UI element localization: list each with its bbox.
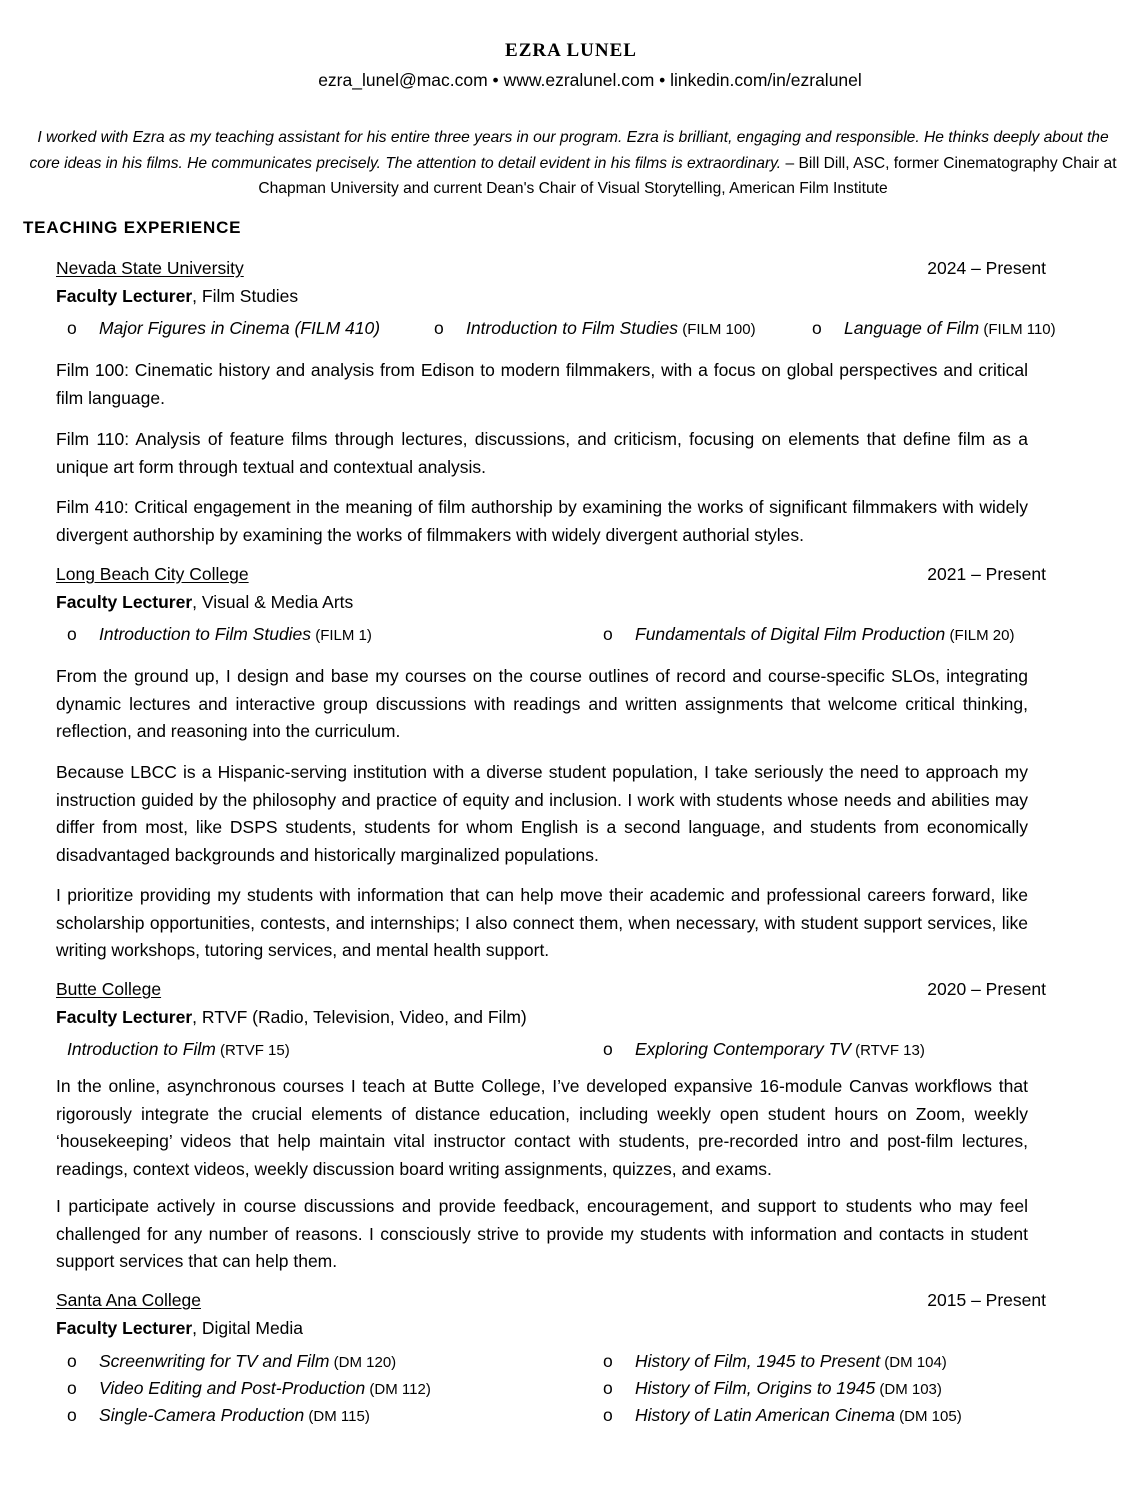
role-line: [56, 286, 298, 307]
course-item: [603, 1351, 947, 1372]
role-title: Faculty Lecturer: [56, 1318, 193, 1338]
course-code: (FILM 20): [945, 627, 1015, 644]
course-item: [603, 1378, 942, 1399]
course-item: [603, 624, 1014, 645]
course-code: (RTVF 13): [850, 1042, 925, 1059]
bullet: o: [67, 318, 77, 338]
course-code: (DM 120): [329, 1354, 397, 1371]
description-paragraph: From the ground up, I design and base my courses on the course outlines of record and course-specific SLOs, integrating dynamic lectures and interactive group discussions with readings and written assignments that welcome critical thinking, reflection, and reasoning into the curriculum.: [56, 666, 1028, 741]
position-years: 2024 – Present: [927, 258, 1046, 278]
course-item: [812, 318, 1056, 339]
bullet: o: [603, 624, 613, 644]
role-line: [56, 1007, 527, 1028]
course-title: History of Film, 1945 to Present: [635, 1351, 881, 1371]
role-department: , RTVF (Radio, Television, Video, and Film): [192, 1007, 527, 1027]
role-line: [56, 1318, 303, 1339]
position-years: 2020 – Present: [927, 979, 1046, 999]
bullet: o: [67, 1405, 77, 1425]
course-item: [67, 318, 380, 339]
course-title: Language of Film: [844, 318, 980, 338]
course-item: [603, 1405, 962, 1426]
course-title: History of Film, Origins to 1945: [635, 1378, 876, 1398]
course-title: Screenwriting for TV and Film: [99, 1351, 330, 1371]
section-heading: TEACHING EXPERIENCE: [23, 218, 242, 237]
description-paragraph: Film 410: Critical engagement in the meaning of film authorship by examining the works of significant filmmakers with widely divergent authorship by examining the works of filmmakers with widely divergent authorial styles.: [56, 497, 1028, 545]
course-code: (RTVF 15): [215, 1042, 290, 1059]
course-title: Introduction to Film: [67, 1039, 216, 1059]
testimonial-quote: [28, 125, 1118, 202]
candidate-name: EZRA LUNEL: [505, 40, 637, 61]
course-title: Introduction to Film Studies: [99, 624, 312, 644]
position-header: [56, 1290, 1046, 1314]
bullet: o: [603, 1378, 613, 1398]
position-years: 2015 – Present: [927, 1290, 1046, 1310]
course-item: [67, 1351, 396, 1372]
course-item: [67, 624, 372, 645]
role-line: [56, 592, 353, 613]
institution-name: Butte College: [56, 979, 162, 999]
bullet: o: [603, 1405, 613, 1425]
course-title: Introduction to Film Studies: [466, 318, 679, 338]
contact-line: ezra_lunel@mac.com • www.ezralunel.com • linkedin.com/in/ezralunel: [318, 70, 862, 90]
institution-name: Long Beach City College: [56, 564, 249, 584]
position-header: [56, 979, 1046, 1003]
course-code: (DM 103): [875, 1381, 942, 1398]
course-code: (DM 115): [304, 1408, 370, 1425]
course-code: (FILM 1): [311, 627, 372, 644]
role-department: , Visual & Media Arts: [192, 592, 354, 612]
position-header: [56, 258, 1046, 282]
role-department: , Film Studies: [192, 286, 299, 306]
position-header: [56, 564, 1046, 588]
description-paragraph: Film 100: Cinematic history and analysis from Edison to modern filmmakers, with a focus on global perspectives and critical film language.: [56, 360, 1028, 408]
course-title: Exploring Contemporary TV: [635, 1039, 851, 1059]
role-title: Faculty Lecturer: [56, 592, 193, 612]
course-title: Fundamentals of Digital Film Production: [635, 624, 946, 644]
course-code: (DM 105): [895, 1408, 962, 1425]
course-item: [434, 318, 756, 339]
bullet: o: [67, 1351, 77, 1371]
course-code: (DM 112): [365, 1381, 431, 1398]
bullet: o: [434, 318, 444, 338]
course-code: (DM 104): [880, 1354, 947, 1371]
bullet: o: [67, 624, 77, 644]
course-code: (FILM 100): [678, 321, 756, 338]
bullet: o: [603, 1039, 613, 1059]
course-item: [67, 1405, 370, 1426]
bullet: o: [603, 1351, 613, 1371]
course-item: [67, 1039, 290, 1060]
course-item: [67, 1378, 431, 1399]
course-title: History of Latin American Cinema: [635, 1405, 896, 1425]
description-paragraph: Because LBCC is a Hispanic-serving institution with a diverse student population, I take seriously the need to approach my instruction guided by the philosophy and practice of equity and inclusion. I work with students whose needs and abilities may differ from most, like DSPS students, students for whom English is a second language, and students from economically disadvantaged backgrounds and historically marginalized populations.: [56, 762, 1028, 865]
quote-text: I worked with Ezra as my teaching assistant for his entire three years in our program. Ezra is brilliant, engaging and responsible. He thinks deeply about the core ideas in his films. He communicates precisely. The attention to detail evident in his films is extraordinary.: [29, 129, 1109, 172]
role-title: Faculty Lecturer: [56, 286, 193, 306]
course-title: Video Editing and Post-Production: [99, 1378, 366, 1398]
description-paragraph: Film 110: Analysis of feature films through lectures, discussions, and criticism, focusing on elements that define film as a unique art form through textual and contextual analysis.: [56, 429, 1028, 477]
position-years: 2021 – Present: [927, 564, 1046, 584]
bullet: o: [812, 318, 822, 338]
course-title: Major Figures in Cinema (FILM 410): [99, 318, 381, 338]
description-paragraph: In the online, asynchronous courses I teach at Butte College, I’ve developed expansive 16-module Canvas workflows that rigorously integrate the crucial elements of distance education, including weekly open student hours on Zoom, weekly ‘housekeeping’ videos that help maintain vital instructor contact with students, pre-recorded intro and post-film lectures, readings, context videos, weekly discussion board writing assignments, quizzes, and exams.: [56, 1076, 1028, 1179]
course-item: [603, 1039, 925, 1060]
quote-attribution: – Bill Dill, ASC, former Cinematography Chair at Chapman University and current Dean's Chair of Visual Storytelling, American Film Institute: [258, 154, 1117, 197]
description-paragraph: I prioritize providing my students with information that can help move their academic and professional careers forward, like scholarship opportunities, contests, and internships; I also connect them, when necessary, with student support services, like writing workshops, tutoring services, and mental health support.: [56, 885, 1028, 960]
description-paragraph: I participate actively in course discussions and provide feedback, encouragement, and support to students who may feel challenged for any number of reasons. I consciously strive to provide my students with information and contacts in student support services that can help them.: [56, 1196, 1028, 1271]
bullet: o: [67, 1378, 77, 1398]
institution-name: Santa Ana College: [56, 1290, 201, 1310]
course-title: Single-Camera Production: [99, 1405, 305, 1425]
institution-name: Nevada State University: [56, 258, 244, 278]
role-department: , Digital Media: [192, 1318, 304, 1338]
course-code: (FILM 110): [979, 321, 1056, 338]
role-title: Faculty Lecturer: [56, 1007, 193, 1027]
